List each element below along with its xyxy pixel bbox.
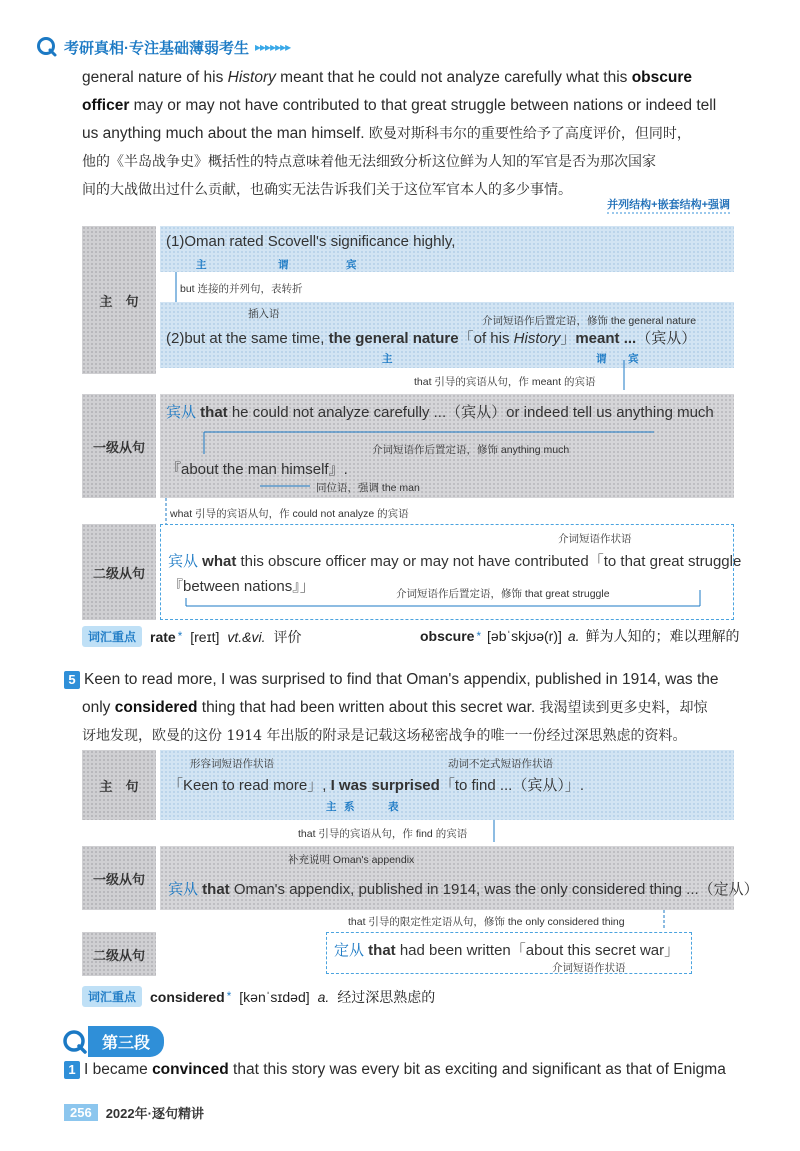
adj-note: 形容词短语作状语 (190, 758, 274, 770)
page-number: 256 (64, 1104, 98, 1121)
sentence-5-line1: 5 Keen to read more, I was surprised to find that Oman's appendix, published in 1914, was the (64, 666, 744, 694)
level2-label: 二级从句 (82, 524, 156, 620)
role-subject-2: 主 (382, 353, 393, 365)
section-title: 第三段 (88, 1026, 164, 1057)
vocab-tag-2: 词汇重点 (82, 986, 142, 1007)
vocab-row-1: 词汇重点 rate * [reɪt] vt.&vi. 评价 (82, 626, 301, 647)
intro-line-1: general nature of his History meant that he could not analyze carefully what this obscure (82, 69, 693, 86)
main-clause-label: 主 句 (82, 226, 156, 374)
vocab-word-rate: rate (150, 628, 176, 645)
sentence-5-line2: only considered thing that had been written about this secret war. 我渴望读到更多史料，却惊 (82, 699, 708, 716)
clause1-text: (1)Oman rated Scovell's significance highly, (166, 233, 456, 250)
box2-role-subject: 主 (326, 801, 337, 813)
box2-level2-note: 介词短语作状语 (552, 962, 626, 974)
level1-note: 介词短语作后置定语，修饰 anything much (372, 444, 570, 456)
level2-note: 介词短语作后置定语，修饰 that great struggle (396, 588, 610, 600)
but-note: but 连接的并列句，表转折 (180, 283, 303, 295)
intro-line-4: 他的《半岛战争史》概括性的特点意味着他无法细致分析这位鲜为人知的军官是否为那次国家 (82, 154, 656, 170)
vocab-word-considered: considered (150, 988, 225, 1005)
sentence-number-1: 1 (64, 1061, 80, 1079)
intro-line-2: officer may or may not have contributed to that great struggle between nations or indeed tell (82, 97, 717, 114)
role-object: 宾 (346, 259, 357, 271)
level1-label-2: 一级从句 (82, 846, 156, 910)
inf-note: 动词不定式短语作状语 (448, 758, 553, 770)
box2-role-link: 系 (344, 801, 355, 813)
level2-line1: 宾从 what this obscure officer may or may not have contributed「to that great struggle (168, 553, 742, 570)
sentence-5-line3: 讶地发现，欧曼的这份 1914 年出版的附录是记载这场秘密战争的唯一一份经过深思熟虑的资料。 (82, 728, 687, 744)
clause2-text: (2)but at the same time, the general nature「of his History」meant ...（宾从） (166, 330, 697, 347)
role-verb-2: 谓 (596, 353, 607, 365)
vocab-tag: 词汇重点 (82, 626, 142, 647)
structure-tag: 并列结构+嵌套结构+强调 (607, 196, 730, 214)
insert-note: 插入语 (248, 308, 280, 320)
role-subject: 主 (196, 259, 207, 271)
role-object-2: 宾 (628, 353, 639, 365)
box2-that-note: that 引导的宾语从句，作 find 的宾语 (298, 828, 468, 840)
footer-text: 2022年·逐句精讲 (105, 1106, 204, 1121)
intro-line-3: us anything much about the man himself. 欧曼对斯科韦尔的重要性给予了高度评价，但同时， (82, 125, 691, 142)
box2-main-line: 「Keen to read more」, I was surprised「to find ...（宾从）」. (168, 777, 585, 794)
sentence-1: 1 I became convinced that this story was every bit as exciting and significant as that of Enigma (64, 1056, 726, 1084)
vocab-row-2: 词汇重点 considered * [kənˈsɪdəd] a. 经过深思熟虑的 (82, 986, 435, 1007)
level2-line2: 『between nations』」 (168, 578, 315, 595)
supp-note: 补充说明 Oman's appendix (288, 854, 415, 866)
vocab-obscure: obscure * [əbˈskjʊə(r)] a. 鲜为人知的；难以理解的 (420, 628, 740, 645)
box2-level1-line: 宾从 that Oman's appendix, published in 1914, was the only considered thing ...（定从） (168, 881, 759, 898)
box2-role-pred: 表 (388, 801, 399, 813)
main-clause-label-2: 主 句 (82, 750, 156, 820)
level2-label-2: 二级从句 (82, 932, 156, 976)
prep-note: 介词短语作后置定语，修饰 the general nature (482, 315, 697, 327)
intro-line-5: 间的大战做出过什么贡献，也确实无法告诉我们关于这位军官本人的多少事情。 (82, 182, 572, 198)
level1-line1: 宾从 that he could not analyze carefully ...（宾从）or indeed tell us anything much (166, 404, 714, 421)
level1-note2: 同位语，强调 the man (316, 482, 420, 494)
level1-label: 一级从句 (82, 394, 156, 498)
brand-title: 考研真相·专注基础薄弱考生 (64, 39, 249, 57)
that-note: that 引导的宾语从句，作 meant 的宾语 (414, 376, 596, 388)
rel-note: that 引导的限定性定语从句，修饰 the only considered thing (348, 916, 625, 928)
level2-adv-note: 介词短语作状语 (558, 533, 632, 545)
level1-line2: 『about the man himself』. (166, 461, 348, 478)
what-note: what 引导的宾语从句，作 could not analyze 的宾语 (170, 508, 409, 520)
sentence-number-5: 5 (64, 671, 80, 689)
box2-level2-line: 定从 that had been written「about this secret war」 (334, 942, 680, 959)
arrows-decoration: ▸▸▸▸▸▸▸ (255, 40, 291, 54)
role-verb: 谓 (278, 259, 289, 271)
